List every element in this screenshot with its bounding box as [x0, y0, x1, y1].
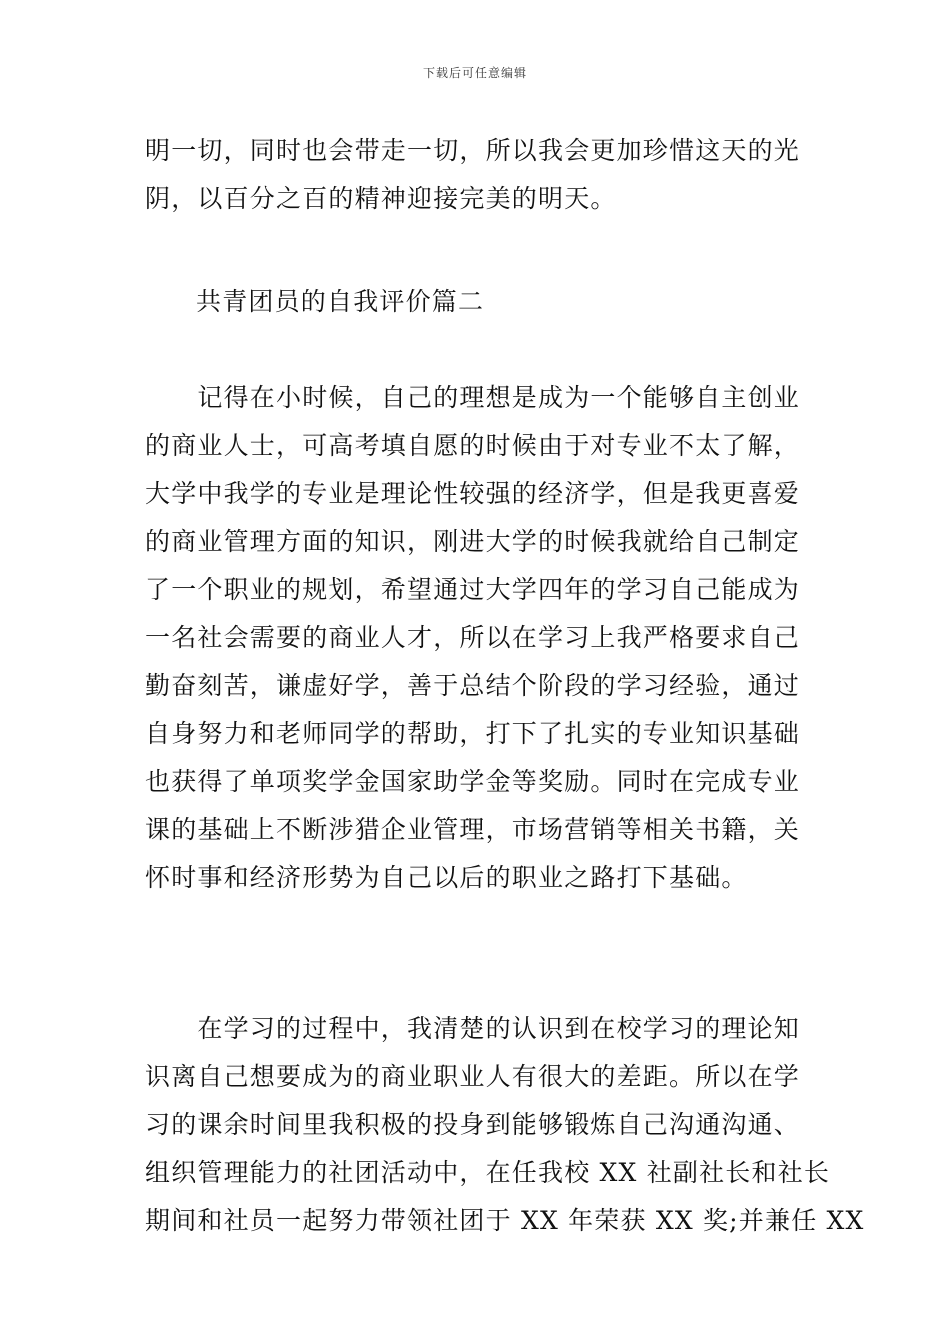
text-line: 也获得了单项奖学金国家助学金等奖励。同时在完成专业: [145, 767, 801, 796]
text-line: 组织管理能力的社团活动中，在任我校 XX 社副社长和社长: [145, 1158, 831, 1187]
text-line: 勤奋刻苦，谦虚好学，善于总结个阶段的学习经验，通过: [145, 671, 801, 700]
paragraph-career-plan: [145, 374, 815, 902]
text-line: 期间和社员一起努力带领社团于 XX 年荣获 XX 奖;并兼任 XX: [145, 1206, 865, 1235]
text-line: 一名社会需要的商业人才，所以在学习上我严格要求自己: [145, 623, 801, 652]
text-line: 阴，以百分之百的精神迎接完美的明天。: [145, 184, 617, 213]
page-header: 下载后可任意编辑: [422, 66, 527, 80]
text-line: 的商业人士，可高考填自愿的时候由于对专业不太了解，: [145, 431, 801, 460]
section-heading: 共青团员的自我评价篇二: [196, 287, 485, 316]
text-line: 习的课余时间里我积极的投身到能够锻炼自己沟通沟通、: [145, 1110, 801, 1139]
text-line: 怀时事和经济形势为自己以后的职业之路打下基础。: [145, 863, 748, 892]
text-line: 识离自己想要成为的商业职业人有很大的差距。所以在学: [145, 1062, 801, 1091]
text-line: 了一个职业的规划，希望通过大学四年的学习自己能成为: [145, 575, 801, 604]
text-line: 自身努力和老师同学的帮助，打下了扎实的专业知识基础: [145, 719, 801, 748]
text-line: 的商业管理方面的知识，刚进大学的时候我就给自己制定: [145, 527, 801, 556]
text-line: 大学中我学的专业是理论性较强的经济学，但是我更喜爱: [145, 479, 801, 508]
paragraph-activities: [145, 1005, 865, 1245]
text-line: 在学习的过程中，我清楚的认识到在校学习的理论知: [145, 1014, 801, 1043]
text-line: 明一切，同时也会带走一切，所以我会更加珍惜这天的光: [145, 136, 801, 165]
paragraph-continuation: [145, 127, 815, 223]
text-line: 课的基础上不断涉猎企业管理，市场营销等相关书籍，关: [145, 815, 801, 844]
text-line: 记得在小时候，自己的理想是成为一个能够自主创业: [145, 383, 801, 412]
